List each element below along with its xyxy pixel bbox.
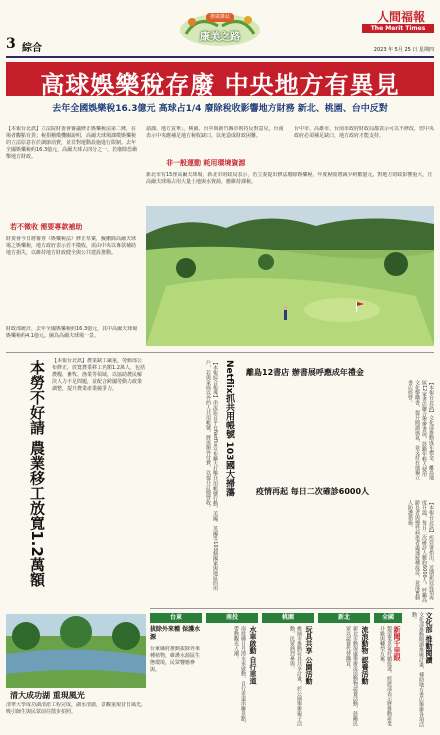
regional-item-4 xyxy=(318,626,370,730)
lead-banner xyxy=(6,62,434,99)
regional-item-5 xyxy=(374,626,402,730)
golf-course-photo xyxy=(146,206,434,346)
regional-item-text: 南投縣日月潭水車啟動，自行車道串聯景點，帶動觀光人潮。 xyxy=(233,626,246,726)
campus-lake-caption: 清大成功湖 重現風光 xyxy=(10,691,85,700)
regional-item-text: 台東縣府推動拔除外來種植物，維護水源區生態環境，民眾響應參與。 xyxy=(150,646,201,673)
regional-item-3 xyxy=(262,626,314,730)
lead-bottom-rule xyxy=(6,352,434,353)
regional-item-heading: 拔除外來種 保護水源 xyxy=(150,626,201,641)
slogan-plaque xyxy=(178,4,262,52)
tab-taoyuan: 桃園 xyxy=(262,613,314,623)
regional-item-1 xyxy=(150,626,202,730)
lead-subtitle: 去年全國娛樂稅16.3億元 高球占1/4 廢除稅收影響地方財務 新北、桃園、台中反對 xyxy=(52,104,388,114)
slogan-text: 康美之路 xyxy=(200,32,240,43)
lead-subhead-2-text: 財委會今日將審查《娛樂稅法》修正草案，擬刪除高爾夫球場之娛樂稅，地方政府表示若不徵收，需由中央以專款補助地方損失，以維持地方財政健全與公共建設推動。 xyxy=(6,236,137,256)
regional-item-heading: 新聞千里眼 xyxy=(393,626,401,661)
covid-text: 【本報台北訊】疾管署指出，近期新冠疫情再度升溫，每日二次確診人數約6000人，呼籲高齡長者與慢性病患者盡速接種疫苗，並落實個人防護措施。 xyxy=(407,500,434,603)
feature-text: 【本報台北訊】農業缺工嚴重，勞動部公布修正，放寬農業移工名額1.2萬人，包括農糧、畜牧、漁業等領域，以協助農民解決人力不足問題，並配合跨國勞動力政策調整，提升農業產業競爭力。 xyxy=(52,358,145,392)
badge-label: 推廣雜誌 xyxy=(206,13,234,22)
regional-item-heading: 流浪動物 認養活動 xyxy=(361,626,369,685)
lead-headline: 高球娛樂稅存廢 中央地方有異見 xyxy=(40,71,400,99)
regional-item-text: 文化部推動閱讀推廣計畫，補助地方書店舉辦各項活動。 xyxy=(411,612,424,727)
tab-taitung: 台東 xyxy=(150,613,202,623)
regional-item-heading: 玩具共享 公園活動 xyxy=(305,626,313,685)
lead-column-1: 【本報台北訊】立法院財委會審議修正娛樂稅法第二條，在場者觀點有異；稅捐稽徵機關說明，高爾夫球場課徵娛樂稅的立法原意在於調節消費，並非對運動設施進行限制。去年全國娛樂稅約16.3億元，高爾夫球占四分之一，若廢除恐衝擊地方財政。 xyxy=(6,126,138,160)
lead-subhead-1-text: 新北市有15座高爾夫球場，新北市財政局表示，若立委提出修法廢除娛樂稅，年度稅收將減少約數億元，對地方財政影響重大，且高爾夫球場占用大量土地與水資源，應維持課稅。 xyxy=(146,172,433,185)
feature-headline: 本勞不好請 農業移工放寬1.2萬額 xyxy=(28,360,46,587)
lead-subhead-2: 若不徵收 需要專款補助 xyxy=(10,223,83,231)
regional-item-text: 製造業景氣持續低迷，經濟部表示將推動產業升級與轉型方案。 xyxy=(379,626,392,726)
regional-item-heading: 文化部 推動閱讀 xyxy=(425,612,433,664)
campus-lake-text: 清華大學成功湖清淤工程完成，湖水清澈，景觀重現昔日風光，吸引師生與民眾前往散步拍照。 xyxy=(6,702,146,715)
books-text: 【本報台北訊】文化部推動成年禮金，離島地區12家書店聯合舉辦書展，鼓勵年輕人使用文化幣購書，提升閱讀風氣，並支持在地獨立書店經營。 xyxy=(407,380,434,480)
regional-item-6 xyxy=(406,612,434,730)
masthead-rule xyxy=(6,56,434,58)
books-headline: 離島12書店 辦書展呼應成年禮金 xyxy=(246,368,364,377)
regional-item-heading: 水車啟動 自行車道 xyxy=(249,626,257,685)
tab-national: 全國 xyxy=(374,613,402,623)
tab-new-taipei: 新北 xyxy=(318,613,370,623)
lead-subhead-1: 非一般運動 耗用環境資源 xyxy=(166,159,246,167)
campus-lake-photo xyxy=(6,614,146,688)
brand-logo: 人間福報 xyxy=(376,10,425,24)
page-number: 3 xyxy=(6,36,16,52)
tab-nantou: 南投 xyxy=(206,613,258,623)
netflix-headline: Netflix抓共用帳號 103國大掃蕩 xyxy=(224,360,234,497)
brand-english: The Merit Times xyxy=(362,24,434,33)
covid-headline: 疫情再起 每日二次確診6000人 xyxy=(256,487,370,496)
regional-top-rule xyxy=(150,608,434,609)
regional-item-text: 桃園市推動玩具共享計畫，於公園舉辦親子活動，民眾熱烈參與。 xyxy=(289,626,302,726)
lead-column-3: 台中市、高雄市、台南市政府財政局都表示可以不修改，但中央政府必須補足缺口，地方政府才能支持。 xyxy=(294,126,434,139)
regional-item-text: 新北市動保處舉辦流浪動物認養活動，鼓勵民眾以認養代替購買。 xyxy=(345,626,358,726)
regional-item-2 xyxy=(206,626,258,730)
issue-date: 2023 年 5月 25 日 星期四 xyxy=(373,47,434,53)
photo-caption: 財政部統計，去年全國娛樂稅約16.3億元，其中高爾夫球場娛樂稅約4.1億元。圖為高爾夫球場一景。 xyxy=(6,326,138,339)
section-name: 綜合 xyxy=(22,43,42,54)
lead-column-2: 請課、地方買單」。桃園、台中與新竹縣市則持反對意見，台南表示中央應補足地方稅收缺口，以免造成財政困難。 xyxy=(146,126,284,139)
netflix-text: 【本報綜合報導】串流影音平台Netflix宣布擴大打擊共用帳號行動，美國、英國等103個國家與地區的用戶，若與家庭以外的人共用帳號，將需額外付費，以提升訂閱營收。 xyxy=(205,360,218,591)
